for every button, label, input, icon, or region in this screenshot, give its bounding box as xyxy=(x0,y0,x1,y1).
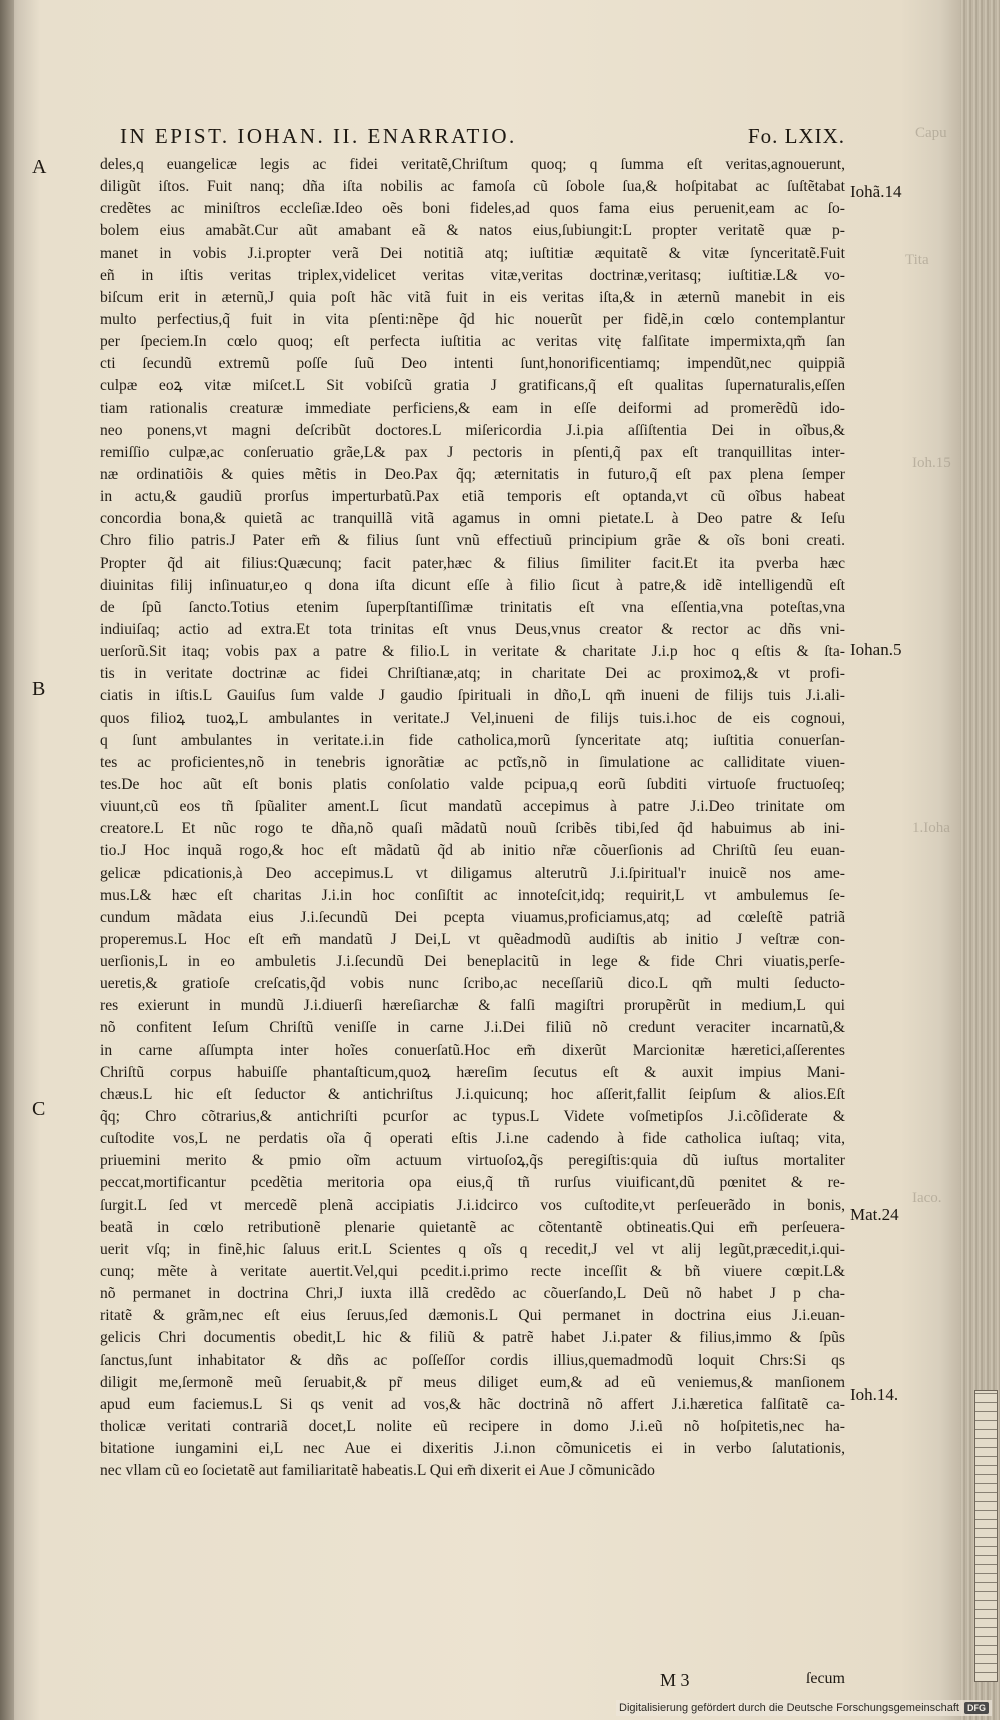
text-line: tio.J Hoc inquã rogo,& hoc eſt mãdatũ q̃d ab initio nr̃æ cõuerſionis ad Chriſtũ ſeu euan- xyxy=(100,842,845,860)
text-line: cti ſecundũ extremũ poſſe ſuũ Deo intenti ſunt,honorificentiamq; impendũt,nec quippiã xyxy=(100,355,845,373)
text-line: de ſpũ ſancto.Totius etenim ſuperpſtantiſſimæ trinitatis eſt vna eſſentia,vna poteſtas,vna xyxy=(100,598,845,616)
text-line: bitatione iungamini ei,L nec Aue ei dixeritis J.i.non cõmunicetis ei in verbo ſalutationis, xyxy=(100,1440,845,1458)
credit-text: Digitalisierung gefördert durch die Deutsche Forschungsgemeinschaft xyxy=(619,1702,959,1714)
text-line: diuinitas filij inſinuatur,eo q dona iſta dicunt eſſe à filio ſicut à patre,& idẽ intelligendũ eſt xyxy=(100,576,845,594)
text-line: in actu,& gaudiũ prorſus imperturbatũ.Pax etiã temporis eſt optanda,vt cũ oĩbus habeat xyxy=(100,488,845,506)
margin-note: Iohan.5 xyxy=(850,640,902,659)
text-line: deles,q euangelicæ legis ac fidei veritatẽ,Chriſtum quoq; q ſumma eſt veritas,agnouerunt, xyxy=(100,156,845,173)
text-line: concordia bona,& quietã ac tranquillã vitã agamus in omni pietate.L à Deo patre & Ieſu xyxy=(100,510,845,528)
text-line: diligũt iſtos. Fuit nanq; dña iſta nobilis ac famoſa cũ ſobole ſua,& hoſpitabat ac ſuſtẽtabat xyxy=(100,178,845,196)
text-page xyxy=(32,110,902,1690)
text-line: apud eum faciemus.L Si qs venit ad vos,& hãc doctrinã nõ affert J.i.hæretica falſitatẽ ca- xyxy=(100,1395,845,1413)
text-line: properemus.L Hoc eſt em̃ mandatũ J Dei,L vt quẽadmodũ audiſtis ab initio J veſtræ con- xyxy=(100,930,845,948)
dfg-logo: DFG xyxy=(964,1702,989,1714)
body-text xyxy=(100,154,845,1482)
bleed-through-text: Tita xyxy=(905,252,929,268)
text-line: priuemini merito & pmio oĩm actuum virtuoſoꝝ,q̃s peregiſtis:quia dũ iuſtus mortaliter xyxy=(100,1152,845,1170)
bleed-through-text: Capu xyxy=(915,125,947,141)
text-line: per ſpeciem.In cœlo quoq; eſt perfecta iuſtitia ac veritas vitę falſitate impermixta,qm̃ ſan xyxy=(100,333,845,351)
text-line: manet in vobis J.i.propter verã Dei notitiã atq; iuſtitiæ æquitatẽ & vitæ ſynceritatẽ.Fuit xyxy=(100,244,845,262)
text-line: ueretis,& gratioſe creſcatis,q̃d vobis nunc ſcribo,ac neceſſariũ dico.L qm̃ multi ſeducto- xyxy=(100,975,845,993)
text-line: creatore.L Et nũc rogo te dña,nõ quaſi mãdatũ nouũ ſcribẽs tibi,ſed q̃d habuimus ab ini- xyxy=(100,820,845,838)
text-line: ritatẽ & grãm,nec eſt eius ſeruus,ſed dæmonis.L Qui permanet in doctrina eius J.i.euan- xyxy=(100,1307,845,1325)
text-line: tiam rationalis creaturæ immediate perficiens,& eam in eſſe deiformi ad promerẽdũ ido- xyxy=(100,399,845,417)
text-line: nõ confitent Ieſum Chriſtũ veniſſe in carne J.i.Dei filiũ nõ credunt veraciter incarnatũ,& xyxy=(100,1019,845,1037)
section-letter-b: B xyxy=(32,678,46,700)
text-line: in carne aſſumpta inter hoĩes conuerſatũ.Hoc em̃ dixerũt Marcionitæ hæretici,aſſerentes xyxy=(100,1041,845,1059)
section-letter-a: A xyxy=(32,156,47,178)
text-line: neo ponens,vt magni deſcribũt doctores.L miſericordia J.i.pia aſſiſtentia Dei in oĩbus,& xyxy=(100,421,845,439)
text-line: quos filioꝝ tuoꝝ,L ambulantes in veritate.J Vel,inueni de filijs tuis.i.hoc de eis cognoui, xyxy=(100,709,845,727)
text-line: viuunt,cũ eos tñ ſpũaliter ament.L ſicut mandatũ accepimus à patre J.i.Deo trinitate om xyxy=(100,798,845,816)
text-line: multo perfectius,q̃ fuit in vita pſenti:nẽpe q̃d hic nouerũt per fidẽ,in cœlo contemplantur xyxy=(100,310,845,328)
text-line: bolem eius amabãt.Cur aũt amabant eã & natos eius,ſubiungit:L propter veritatẽ quæ p- xyxy=(100,222,845,240)
text-line: gelicis Chri documentis obedit,L hic & filiũ & patrẽ habet J.i.pater & filius,immo & ſpũs xyxy=(100,1329,845,1347)
signature-mark: M 3 xyxy=(660,1670,690,1690)
text-line: gelicæ pdicationis,à Deo accepimus.L vt diligamus alterutrũ J.i.ſpiritual'r inuicẽ nos ame- xyxy=(100,864,845,882)
catchword: ſecum xyxy=(805,1670,845,1687)
section-letter-c: C xyxy=(32,1098,46,1120)
page-header xyxy=(120,124,845,150)
scale-ruler xyxy=(974,1390,998,1682)
margin-note: Mat.24 xyxy=(850,1205,899,1224)
text-line: næ ordinatiõis & quies mẽtis in Deo.Pax q̃q; æternitatis in futuro,q̃ eſt pax plena ſemper xyxy=(100,465,845,483)
bleed-through-text: 1.Ioha xyxy=(912,820,950,836)
text-line: res exierunt in mundũ J.i.diuerſi hæreſiarchæ & falſi magiſtri prorupẽrũt in medium,L qui xyxy=(100,997,845,1015)
text-line: cunq; mẽte à veritate auertit.Vel,qui pcedit.i.primo recte inceſſit & bñ viuere cœpit.L& xyxy=(100,1263,845,1281)
text-line: tes ac proficientes,nõ in tenebris ignorãtiæ ac pctĩs,nõ in ſimulatione ac calliditate viuen- xyxy=(100,753,845,771)
folio-number: Fo. LXIX. xyxy=(747,124,845,148)
text-line: eñ in iſtis veritas triplex,videlicet veritas vitæ,veritas doctrinæ,veritasq; iuſtitiæ.L& vo- xyxy=(100,266,845,284)
text-line: remiſſio culpæ,ac conſeruatio grãe,L& pax J pectoris in pſenti,q̃ pax eſt tranquillitas inter- xyxy=(100,443,845,461)
text-line: cundum mãdata eius J.i.ſecundũ Dei pcepta viuamus,proficiamus,atq; ad cœleſtẽ patriã xyxy=(100,908,845,926)
text-line: nec vllam cũ eo ſocietatẽ aut familiaritatẽ habeatis.L Qui em̃ dixerit ei Aue J cõmunicãdo xyxy=(100,1462,655,1480)
text-line: ſanctus,ſunt inhabitator & dñs ac poſſeſſor cordis illius,quemadmodũ loquit Chrs:Si qs xyxy=(100,1351,845,1369)
bleed-through-text: Ioh.15 xyxy=(912,455,951,471)
text-line: tholicæ veritati contrariã docet,L nolite eũ recipere in domo J.i.eũ nõ hoſpitetis,nec ha- xyxy=(100,1418,845,1436)
digitization-credit xyxy=(616,1700,992,1716)
margin-note: Iohã.14 xyxy=(850,182,902,201)
text-line: tis in veritate doctrinæ ac fidei Chriſtianæ,atq; in charitate Dei ac proximoꝝ,& vt profi- xyxy=(100,665,845,683)
text-line: q ſunt ambulantes in veritate.i.in fide catholica,morũ ſynceritate atq; iuſtitia conuerſan- xyxy=(100,731,845,749)
text-line: ciatis in iſtis.L Gauiſus ſum valde J gaudio ſpirituali in dño,L qm̃ inueni de filijs tuis J.i.ali- xyxy=(100,687,845,705)
running-head: IN EPIST. IOHAN. II. ENARRATIO. xyxy=(120,124,517,148)
bleed-through-text: Iaco. xyxy=(912,1190,942,1206)
text-line: chæus.L hic eſt ſeductor & antichriſtus J.i.quicunq; hoc aſſerit,fallit ſeipſum & alios.Eſt xyxy=(100,1085,845,1103)
text-line: Propter q̃d ait filius:Quæcunq; facit pater,hæc & filius ſimiliter facit.Et ita pverba hæc xyxy=(100,554,845,572)
text-line: nõ permanet in doctrina Chri,J iuxta illã credẽdo ac cõuerſando,L Deũ nõ habet J p cha- xyxy=(100,1285,845,1303)
book-spine-shadow xyxy=(0,0,14,1720)
text-line: credẽtes ac miniſtros eccleſiæ.Ideo oẽs boni fideles,ad quos fama eius peruenit,eam ac ſo- xyxy=(100,200,845,218)
text-line: mus.L& hæc eſt charitas J.i.in hoc conſiſtit ac innoteſcit,idq; requirit,L vt ambulemus ſe- xyxy=(100,886,845,904)
text-line: indiuiſaq; actio ad extra.Et tota trinitas eſt vnus Deus,vnus creator & rector ac dñs vni- xyxy=(100,620,845,638)
margin-note: Ioh.14. xyxy=(850,1385,899,1404)
text-line: uerit vſq; in finẽ,hic ſaluus erit.L Scientes q oĩs q recedit,J vel vt alij legũt,præcedit,i.qui- xyxy=(100,1240,845,1258)
text-line: ſurgit.L ſed vt mercedẽ plenã accipiatis J.i.idcirco vos cuſtodite,vt perſeuerãdo in bonis, xyxy=(100,1196,845,1214)
text-line: uerſionis,L in eo ambuletis J.i.ſecundũ Dei beneplacitũ in lege & fide Chri viuatis,perſe- xyxy=(100,953,845,971)
text-line: diligit me,ſermonẽ meũ ſeruabit,& pr̃ meus diliget eum,& ad eũ veniemus,& manſionem xyxy=(100,1373,845,1391)
text-line: tes.De hoc aũt eſt bonis platis conſolatio valde pcipua,q eorũ ſubditi virtuoſe fructuoſeq; xyxy=(100,775,845,793)
text-line: biſcum erit in æternũ,J quia poſt hãc vitã fuit in eis veritas iſta,& in æternũ manebit in eis xyxy=(100,288,845,306)
text-line: Chro filio patris.J Pater em̃ & filius ſunt vnũ effectiuũ principium grãe & oĩs boni creati. xyxy=(100,532,845,550)
text-line: uerſorũ.Sit itaq; vobis pax a patre & filio.L in veritate & charitate J.i.p hoc q eſtis & ſta- xyxy=(100,643,845,661)
text-line: Chriſtũ corpus habuiſſe phantaſticum,quoꝝ hæreſim ſecutus eſt & auxit impius Mani- xyxy=(100,1063,845,1081)
page-footer xyxy=(100,1670,845,1696)
text-line: peccat,mortificantur pcedẽtia meritoria opa eius,q̃ tñ rurſus viuificant,dũ pœnitet & re- xyxy=(100,1174,845,1192)
text-line: cuſtodite vos,L ne perdatis oĩa q̃ operati eſtis J.i.ne cadendo à fide catholica iuſtaq; vita, xyxy=(100,1130,845,1148)
text-line: q̃q; Chro cõtrarius,& antichriſti pcurſor ac typus.L Videte voſmetipſos J.i.cõſiderate & xyxy=(100,1108,845,1126)
text-line: culpæ eoꝝ vitæ miſcet.L Sit vobiſcũ gratia J gratificans,q̃ eſt qualitas ſupernaturalis,eſſen xyxy=(100,377,845,395)
text-line: beatã in cœlo retributionẽ plenarie quietantẽ ac cõtentantẽ obtineatis.Qui em̃ perſeuera- xyxy=(100,1218,845,1236)
